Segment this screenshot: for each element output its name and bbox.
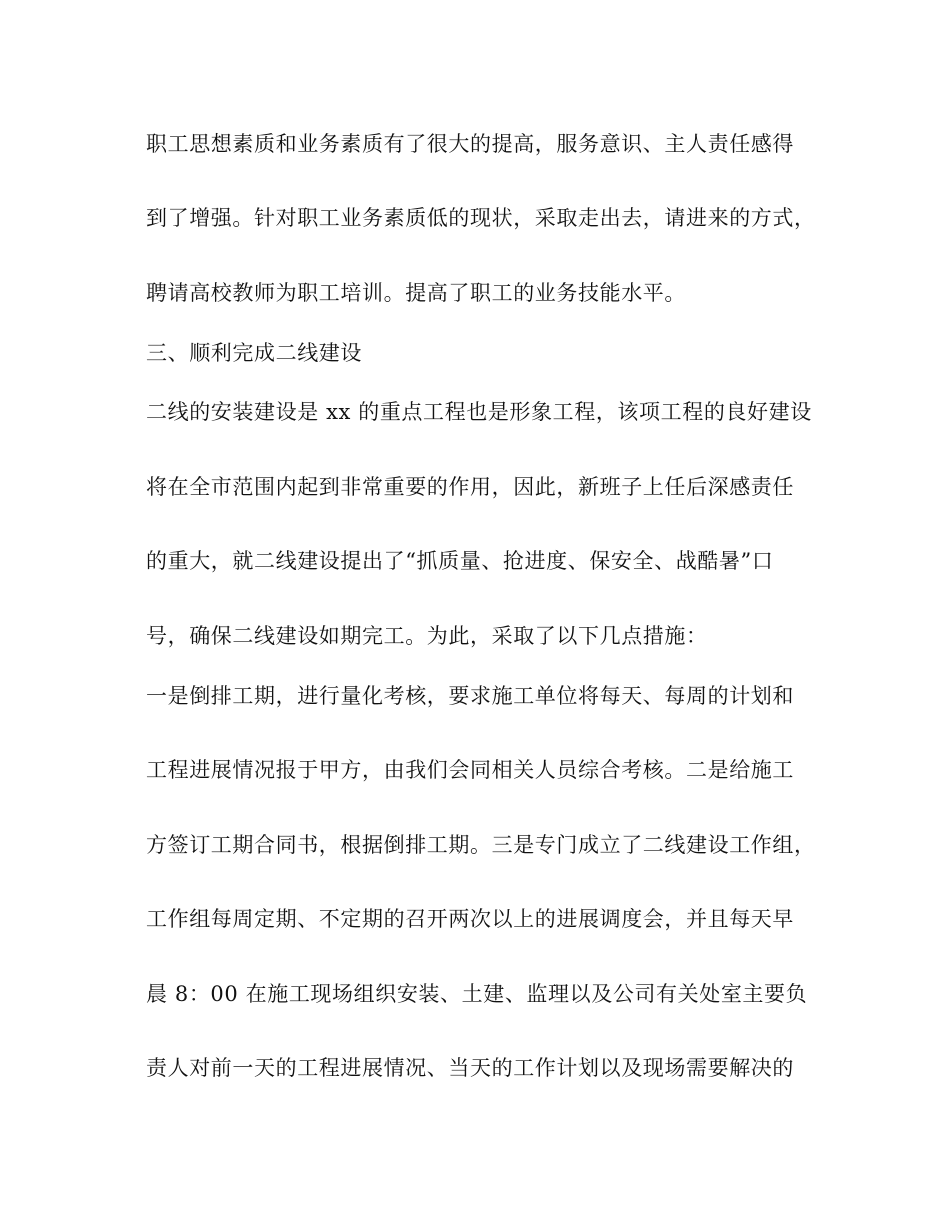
body-line-3: 聘请高校教师为职工培训。提高了职工的业务技能水平。 (146, 281, 686, 305)
body-line-9: 一是倒排工期，进行量化考核，要求施工单位将每天、每周的计划和 (146, 684, 794, 708)
body-line-5: 二线的安装建设是 xx 的重点工程也是形象工程，该项工程的良好建设 (146, 400, 812, 424)
body-line-1: 职工思想素质和业务素质有了很大的提高，服务意识、主人责任感得 (146, 132, 794, 156)
section-heading: 三、顺利完成二线建设 (146, 341, 362, 365)
body-line-12: 工作组每周定期、不定期的召开两次以上的进展调度会，并且每天早 (146, 907, 794, 931)
body-line-7: 的重大，就二线建设提出了“抓质量、抢进度、保安全、战酷暑”口 (146, 549, 774, 573)
body-line-2: 到了增强。针对职工业务素质低的现状，采取走出去，请进来的方式， (146, 206, 816, 230)
body-line-8: 号，确保二线建设如期完工。为此，采取了以下几点措施： (146, 624, 708, 648)
body-line-11: 方签订工期合同书，根据倒排工期。三是专门成立了二线建设工作组， (146, 833, 816, 857)
body-line-10: 工程进展情况报于甲方，由我们会同相关人员综合考核。二是给施工 (146, 758, 794, 782)
body-line-14: 责人对前一天的工程进展情况、当天的工作计划以及现场需要解决的 (146, 1056, 794, 1080)
body-line-13: 晨 8：00 在施工现场组织安装、土建、监理以及公司有关处室主要负 (146, 982, 808, 1006)
body-line-6: 将在全市范围内起到非常重要的作用，因此，新班子上任后深感责任 (146, 475, 794, 499)
